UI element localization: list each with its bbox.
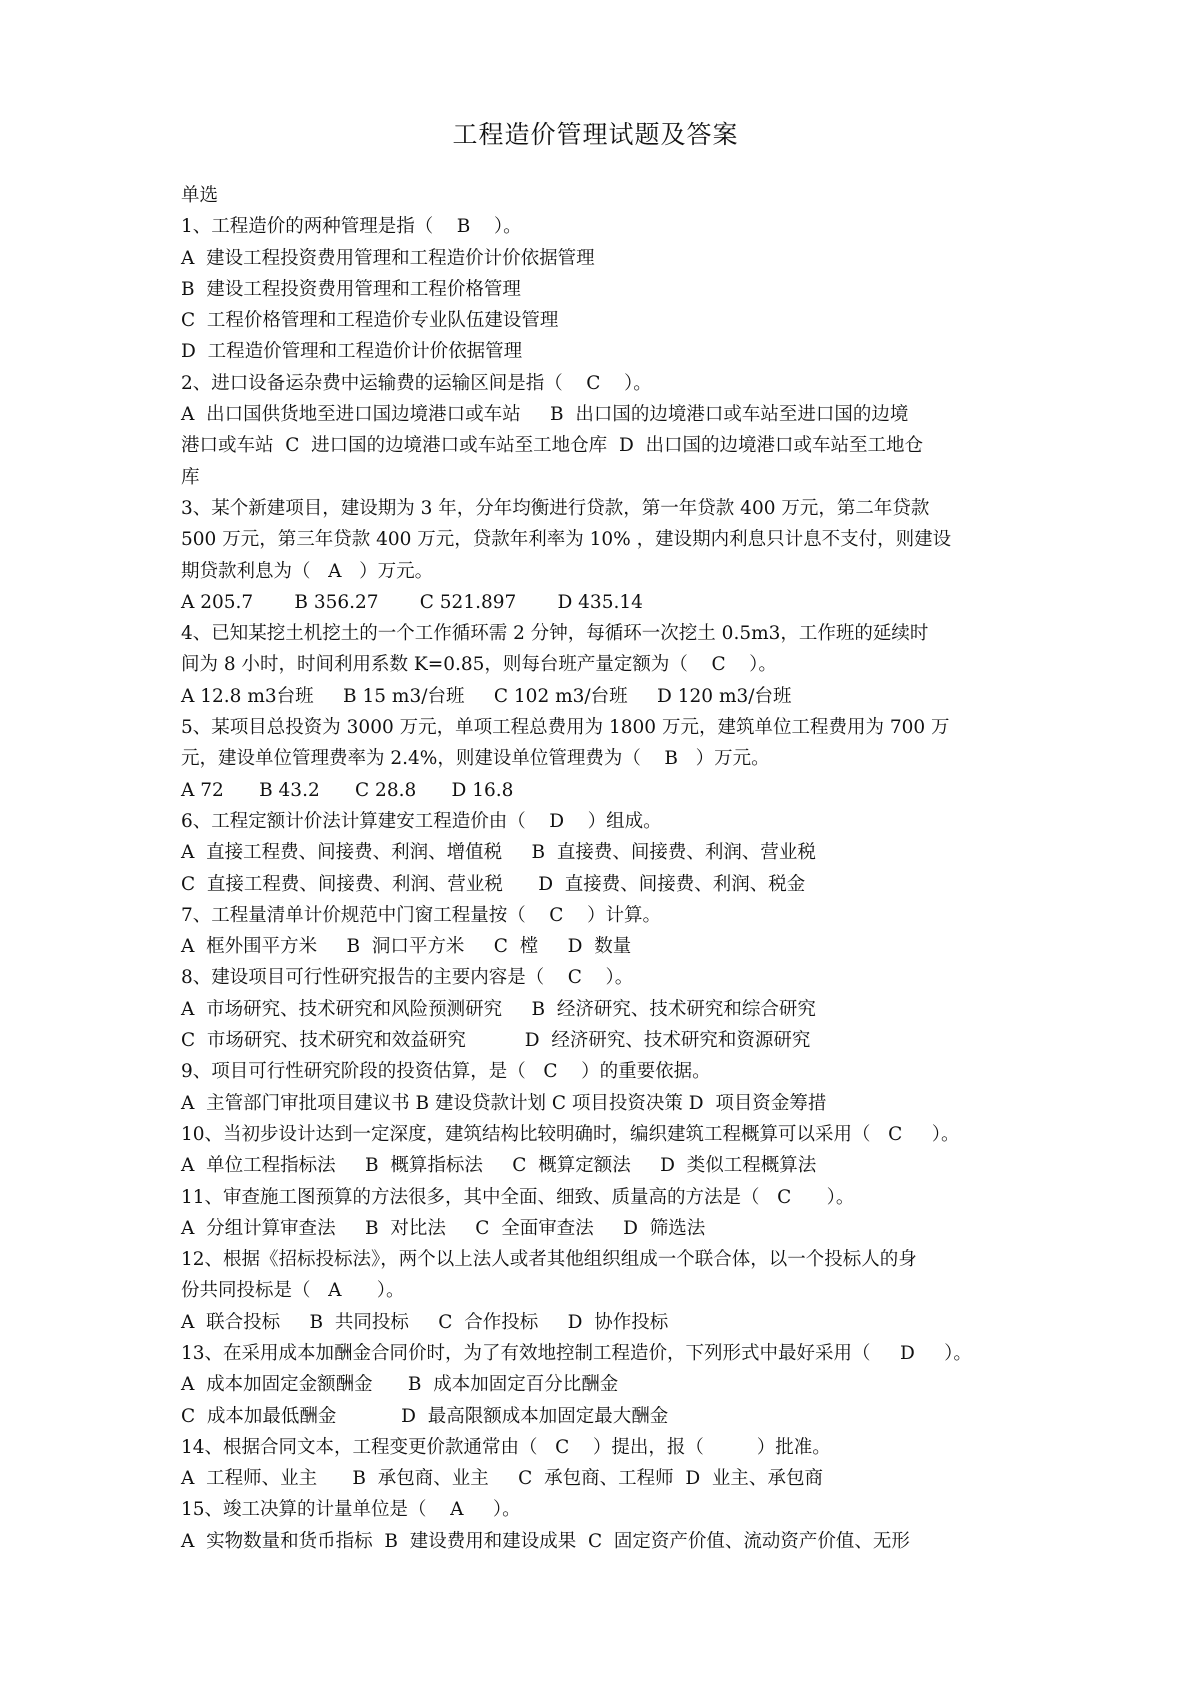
text-line: 1、工程造价的两种管理是指（ B ）。: [181, 216, 522, 238]
text-line: 6、工程定额计价法计算建安工程造价由（ D ）组成。: [181, 810, 662, 832]
text-line: 4、已知某挖土机挖土的一个工作循环需 2 分钟，每循环一次挖土 0.5m3，工作班的延续时: [181, 623, 929, 645]
text-line: 10、当初步设计达到一定深度，建筑结构比较明确时，编织建筑工程概算可以采用（ C ）。: [181, 1123, 960, 1145]
text-line: 11、审查施工图预算的方法很多，其中全面、细致、质量高的方法是（ C ）。: [181, 1186, 855, 1208]
text-line: 9、项目可行性研究阶段的投资估算，是（ C ）的重要依据。: [181, 1061, 711, 1083]
text-line: 5、某项目总投资为 3000 万元，单项工程总费用为 1800 万元，建筑单位工程费用为 700 万: [181, 717, 950, 739]
text-line: 8、建设项目可行性研究报告的主要内容是（ C ）。: [181, 967, 634, 989]
text-line: 元，建设单位管理费率为 2.4%，则建设单位管理费为（ B ）万元。: [181, 748, 770, 770]
text-line: A 主管部门审批项目建议书 B 建设贷款计划 C 项目投资决策 D 项目资金筹措: [181, 1092, 827, 1114]
text-line: C 直接工程费、间接费、利润、营业税 D 直接费、间接费、利润、税金: [181, 873, 806, 895]
text-line: 库: [181, 466, 200, 488]
text-line: A 出口国供货地至进口国边境港口或车站 B 出口国的边境港口或车站至进口国的边境: [181, 404, 909, 426]
text-line: A 单位工程指标法 B 概算指标法 C 概算定额法 D 类似工程概算法: [181, 1155, 817, 1177]
text-line: B 建设工程投资费用管理和工程价格管理: [181, 278, 521, 300]
text-line: A 直接工程费、间接费、利润、增值税 B 直接费、间接费、利润、营业税: [181, 842, 816, 864]
document-body: [181, 180, 1021, 1557]
text-line: 7、工程量清单计价规范中门窗工程量按（ C ）计算。: [181, 904, 661, 926]
text-line: 期贷款利息为（ A ）万元。: [181, 560, 434, 582]
text-line: A 实物数量和货币指标 B 建设费用和建设成果 C 固定资产价值、流动资产价值、无形: [181, 1530, 910, 1552]
text-line: A 成本加固定金额酬金 B 成本加固定百分比酬金: [181, 1374, 619, 1396]
text-line: 间为 8 小时，时间利用系数 K=0.85，则每台班产量定额为（ C ）。: [181, 654, 777, 676]
text-line: 15、竣工决算的计量单位是（ A ）。: [181, 1499, 521, 1521]
text-line: 13、在采用成本加酬金合同价时，为了有效地控制工程造价，下列形式中最好采用（ D ）。: [181, 1342, 972, 1364]
text-line: 港口或车站 C 进口国的边境港口或车站至工地仓库 D 出口国的边境港口或车站至工地仓: [181, 435, 924, 457]
text-line: 500 万元，第三年贷款 400 万元，贷款年利率为 10% ，建设期内利息只计息不支付，则建设: [181, 529, 952, 551]
document-title: 工程造价管理试题及答案: [452, 120, 739, 149]
section-heading: 单选: [181, 185, 219, 206]
text-line: 份共同投标是（ A ）。: [181, 1280, 405, 1302]
text-line: A 框外围平方米 B 洞口平方米 C 樘 D 数量: [181, 936, 632, 958]
text-line: 14、根据合同文本，工程变更价款通常由（ C ）提出，报（ ）批准。: [181, 1436, 831, 1458]
text-line: A 205.7 B 356.27 C 521.897 D 435.14: [181, 591, 643, 613]
text-line: C 市场研究、技术研究和效益研究 D 经济研究、技术研究和资源研究: [181, 1030, 811, 1052]
text-line: 12、根据《招标投标法》，两个以上法人或者其他组织组成一个联合体，以一个投标人的身: [181, 1249, 917, 1271]
text-line: A 建设工程投资费用管理和工程造价计价依据管理: [181, 247, 595, 269]
text-line: A 分组计算审查法 B 对比法 C 全面审查法 D 筛选法: [181, 1217, 706, 1239]
text-line: 2、进口设备运杂费中运输费的运输区间是指（ C ）。: [181, 372, 652, 394]
text-line: C 工程价格管理和工程造价专业队伍建设管理: [181, 310, 559, 332]
text-line: A 联合投标 B 共同投标 C 合作投标 D 协作投标: [181, 1311, 669, 1333]
text-line: A 市场研究、技术研究和风险预测研究 B 经济研究、技术研究和综合研究: [181, 998, 816, 1020]
text-line: 3、某个新建项目，建设期为 3 年，分年均衡进行贷款，第一年贷款 400 万元，第二年贷款: [181, 497, 930, 519]
text-line: A 72 B 43.2 C 28.8 D 16.8: [181, 779, 514, 801]
text-line: A 工程师、业主 B 承包商、业主 C 承包商、工程师 D 业主、承包商: [181, 1468, 823, 1490]
text-line: C 成本加最低酬金 D 最高限额成本加固定最大酬金: [181, 1405, 669, 1427]
text-line: A 12.8 m3台班 B 15 m3/台班 C 102 m3/台班 D 120 m3/台班: [181, 685, 792, 707]
text-line: D 工程造价管理和工程造价计价依据管理: [181, 341, 523, 363]
